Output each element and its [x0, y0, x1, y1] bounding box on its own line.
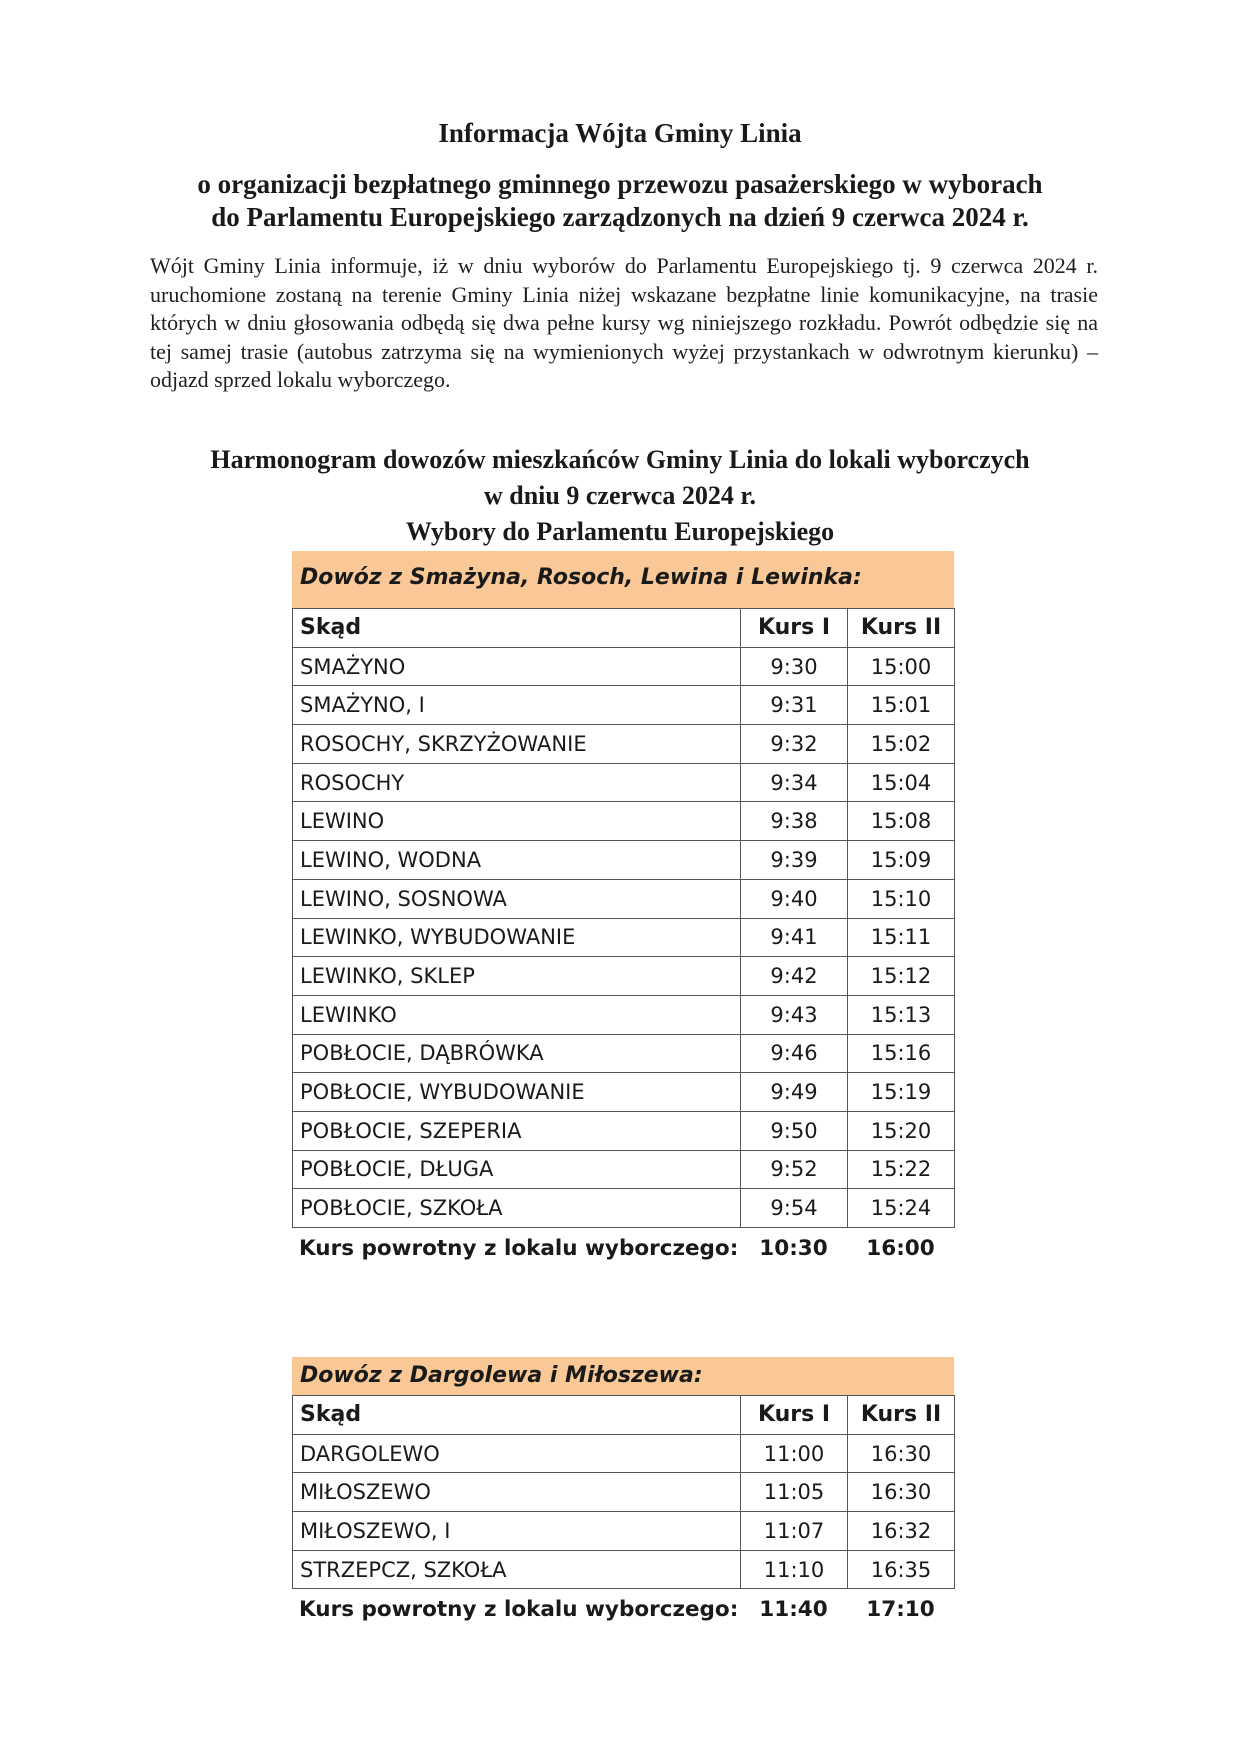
return-trip-kurs-2: 17:10 [866, 1596, 935, 1622]
table-row [293, 763, 955, 802]
table-row [293, 879, 955, 918]
kurs-2-time-cell: 16:35 [848, 1550, 955, 1589]
kurs-2-time-cell: 15:16 [848, 1034, 955, 1073]
stop-name-cell: MIŁOSZEWO [293, 1473, 741, 1512]
route-banner: Dowóz z Smażyna, Rosoch, Lewina i Lewinka: [292, 551, 954, 608]
schedule-heading-line-1: Harmonogram dowozów mieszkańców Gminy Linia do lokali wyborczych [210, 445, 1030, 474]
route-banner: Dowóz z Dargolewa i Miłoszewa: [292, 1357, 954, 1395]
kurs-1-time-cell: 11:10 [741, 1550, 848, 1589]
table-row [293, 1034, 955, 1073]
intro-paragraph: Wójt Gminy Linia informuje, iż w dniu wyborów do Parlamentu Europejskiego tj. 9 czerwca 2024 r. uruchomione zostaną na terenie Gminy Linia niżej wskazane bezpłatne linie komunikacyjne, na trasie których w dniu głosowania odbędą się dwa pełne kursy wg niniejszego rozkładu. Powrót odbędzie się na tej samej trasie (autobus zatrzyma się na wymienionych wyżej przystankach w odwrotnym kierunku) – odjazd sprzed lokalu wyborczego. [150, 253, 1098, 393]
schedule-heading-line-3: Wybory do Parlamentu Europejskiego [405, 517, 835, 546]
table-header-row [293, 1396, 955, 1435]
table-row [293, 686, 955, 725]
kurs-2-time-cell: 15:04 [848, 763, 955, 802]
subtitle-line-2: do Parlamentu Europejskiego zarządzonych na dzień 9 czerwca 2024 r. [211, 202, 1029, 232]
return-trip-row [292, 1589, 954, 1629]
kurs-1-time-cell: 9:39 [741, 841, 848, 880]
stop-name-cell: ROSOCHY, SKRZYŻOWANIE [293, 725, 741, 764]
kurs-1-time-cell: 11:05 [741, 1473, 848, 1512]
kurs-1-time-cell: 9:50 [741, 1111, 848, 1150]
column-header-kurs-2: Kurs II [848, 609, 955, 648]
table-row [293, 1550, 955, 1589]
table-row [293, 1434, 955, 1473]
stop-name-cell: LEWINKO, WYBUDOWANIE [293, 918, 741, 957]
table-row [293, 841, 955, 880]
stop-name-cell: MIŁOSZEWO, I [293, 1512, 741, 1551]
table-row [293, 1512, 955, 1551]
document-title: Informacja Wójta Gminy Linia [438, 118, 802, 148]
kurs-2-time-cell: 15:12 [848, 957, 955, 996]
table-row [293, 1473, 955, 1512]
stop-name-cell: LEWINKO, SKLEP [293, 957, 741, 996]
kurs-1-time-cell: 9:52 [741, 1150, 848, 1189]
table-row [293, 1150, 955, 1189]
stop-name-cell: SMAŻYNO [293, 647, 741, 686]
stop-name-cell: LEWINO [293, 802, 741, 841]
table-row [293, 918, 955, 957]
return-trip-row [292, 1228, 954, 1268]
kurs-2-time-cell: 15:13 [848, 995, 955, 1034]
stop-name-cell: DARGOLEWO [293, 1434, 741, 1473]
kurs-2-time-cell: 15:22 [848, 1150, 955, 1189]
kurs-1-time-cell: 9:42 [741, 957, 848, 996]
column-header-kurs-2: Kurs II [848, 1396, 955, 1435]
kurs-2-time-cell: 16:32 [848, 1512, 955, 1551]
stop-name-cell: ROSOCHY [293, 763, 741, 802]
return-trip-label: Kurs powrotny z lokalu wyborczego: [299, 1235, 739, 1261]
stop-name-cell: POBŁOCIE, DĄBRÓWKA [293, 1034, 741, 1073]
table-row [293, 802, 955, 841]
stop-name-cell: LEWINO, WODNA [293, 841, 741, 880]
kurs-1-time-cell: 9:40 [741, 879, 848, 918]
document-subtitle [0, 168, 1240, 234]
stop-name-cell: STRZEPCZ, SZKOŁA [293, 1550, 741, 1589]
kurs-2-time-cell: 15:24 [848, 1189, 955, 1228]
kurs-1-time-cell: 9:49 [741, 1073, 848, 1112]
kurs-2-time-cell: 16:30 [848, 1473, 955, 1512]
table-header-row [293, 609, 955, 648]
table-row [293, 957, 955, 996]
table-row [293, 1073, 955, 1112]
table-row [293, 995, 955, 1034]
column-header-kurs-1: Kurs I [741, 609, 848, 648]
table-row [293, 1189, 955, 1228]
kurs-1-time-cell: 9:30 [741, 647, 848, 686]
stop-name-cell: LEWINKO [293, 995, 741, 1034]
stop-name-cell: LEWINO, SOSNOWA [293, 879, 741, 918]
kurs-1-time-cell: 11:00 [741, 1434, 848, 1473]
kurs-2-time-cell: 16:30 [848, 1434, 955, 1473]
kurs-1-time-cell: 9:34 [741, 763, 848, 802]
kurs-2-time-cell: 15:11 [848, 918, 955, 957]
kurs-1-time-cell: 9:32 [741, 725, 848, 764]
column-header-kurs-1: Kurs I [741, 1396, 848, 1435]
schedule-heading-line-2: w dniu 9 czerwca 2024 r. [483, 481, 756, 510]
timetable [292, 1395, 955, 1589]
kurs-1-time-cell: 9:31 [741, 686, 848, 725]
kurs-1-time-cell: 9:38 [741, 802, 848, 841]
kurs-2-time-cell: 15:02 [848, 725, 955, 764]
return-trip-kurs-1: 11:40 [759, 1596, 828, 1622]
table-row [293, 1111, 955, 1150]
return-trip-label: Kurs powrotny z lokalu wyborczego: [299, 1596, 739, 1622]
stop-name-cell: POBŁOCIE, DŁUGA [293, 1150, 741, 1189]
kurs-1-time-cell: 9:41 [741, 918, 848, 957]
column-header-from: Skąd [293, 609, 741, 648]
schedule-table-dargolewo [292, 1357, 954, 1629]
kurs-2-time-cell: 15:00 [848, 647, 955, 686]
stop-name-cell: SMAŻYNO, I [293, 686, 741, 725]
kurs-2-time-cell: 15:09 [848, 841, 955, 880]
kurs-1-time-cell: 9:54 [741, 1189, 848, 1228]
kurs-2-time-cell: 15:08 [848, 802, 955, 841]
kurs-1-time-cell: 9:43 [741, 995, 848, 1034]
return-trip-kurs-1: 10:30 [759, 1235, 828, 1261]
kurs-2-time-cell: 15:01 [848, 686, 955, 725]
stop-name-cell: POBŁOCIE, SZEPERIA [293, 1111, 741, 1150]
table-row [293, 647, 955, 686]
column-header-from: Skąd [293, 1396, 741, 1435]
stop-name-cell: POBŁOCIE, WYBUDOWANIE [293, 1073, 741, 1112]
schedule-table-smazyno [292, 551, 954, 1268]
kurs-1-time-cell: 11:07 [741, 1512, 848, 1551]
subtitle-line-1: o organizacji bezpłatnego gminnego przewozu pasażerskiego w wyborach [197, 169, 1043, 199]
kurs-1-time-cell: 9:46 [741, 1034, 848, 1073]
kurs-2-time-cell: 15:10 [848, 879, 955, 918]
return-trip-kurs-2: 16:00 [866, 1235, 935, 1261]
stop-name-cell: POBŁOCIE, SZKOŁA [293, 1189, 741, 1228]
timetable [292, 608, 955, 1228]
table-row [293, 725, 955, 764]
kurs-2-time-cell: 15:19 [848, 1073, 955, 1112]
kurs-2-time-cell: 15:20 [848, 1111, 955, 1150]
